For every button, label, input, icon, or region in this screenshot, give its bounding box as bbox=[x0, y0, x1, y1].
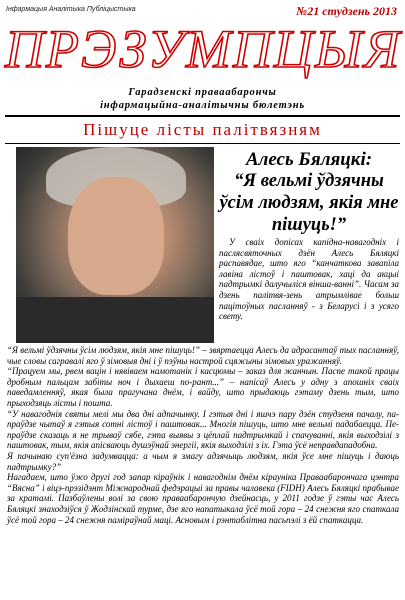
quote-author: Алесь Бяляцкі: bbox=[245, 149, 373, 170]
paragraph: Я пачынаю суп'ёзна задумвацца: а чым я змагу адзячыць людзям, якія ўсе мне пішуць і даюць падтрымку?” bbox=[7, 450, 399, 472]
pull-quote: “Я вельмі ўдзячны ўсім людзям, якія мне пішуць!” bbox=[219, 171, 399, 235]
issue-number: №21 студзень 2013 bbox=[296, 4, 397, 18]
masthead bbox=[5, 18, 402, 80]
subtitle-line-1: Гарадзенскі праваабарончы bbox=[128, 87, 277, 98]
portrait-photo bbox=[16, 147, 214, 343]
info-label: Інфармацыя Аналітыка Публіцыстыка bbox=[6, 6, 136, 13]
paragraph: “Я вельмі ўдзячны ўсім людзям, якія мне пішуць!” – звяртаецца Алесь да адрасантаў тых пасланняў, чые словы сагравалі яго ў зімовыя дні і ў пэўны настрой сцяжыны зімовых уражанняў. bbox=[7, 345, 399, 366]
subtitle bbox=[0, 86, 405, 112]
paragraph: Нагадаем, што ўжо другі год запар кіраўнік і навагоднім днём кірауніка Праваабарончага цэнтра “Вясна” і віцэ-прэзідэнт Міжнароднай федэрацыі за правы чалавека (FIDH) Алесь Бяляцкі прабывае за кратамі. Пазбаўлены волі за свою праваабарончую дзейнасць, у 2011 годзе ў гэты час Алесь Бяляцкі знаходзіўся ў Жодзінскай турме, дзе яго напатыкала ўсё той гора – 24 снежня яго спаткала ўсё той гора – 24 снежня паміраўнай маці. Асновым і рэнтаблітна пасьпэлі з ёй спаткацца. bbox=[7, 472, 399, 525]
divider-top bbox=[5, 115, 400, 117]
photo-face bbox=[68, 177, 164, 295]
masthead-top bbox=[6, 4, 399, 18]
article-headline: Пішуце лісты палітвязням bbox=[83, 120, 322, 139]
newspaper-logo: ПРЭЗУМПЦЫЯ bbox=[5, 19, 402, 79]
subtitle-line-2: інфармацыйна-аналітычны бюлетэнь bbox=[100, 100, 305, 111]
paragraph: “У навагоднія святы мелі мы два дні адпачынку. І гэтыя дні і яшчэ пару дзён студзеня пачалу, па-праўдзе чытаў я гэтыя сотні лістоў і паштовак... Многія пішуць, што мне вельмі падабаецца. Пе-праўдзе сказаць я не трываў сябе, гэта выявы з цёплай падтрымкай і спачуванні, якія выходзілі з паштовак, тым, якія апісваюць душэўнай энергіі, якія выходзілі з іх. Гэта ўсё неправдападобна. bbox=[7, 408, 399, 451]
article-body bbox=[7, 345, 399, 525]
paragraph: “Працуем мы, рвем вацін і нявіваем намотанік і касцюмы – заказ для жанчын. Паспе такой працы дробным пальцам забіты ноч і дыхаеш по-рант...” – напісаў Алесь у адну з апошніх сваіх паведамленняў, якая была прагучана днём, і вайду, што прыдаюць гэтаму дзень тым, што прыходзяць лісты і пошта. bbox=[7, 366, 399, 408]
divider-bottom bbox=[5, 143, 400, 144]
intro-text: У сваіх допісах капідна-навагодніх і паслясвяточных дзён Алесь Бяляцкі распавядае, што яго “канчаткова завапіла лавіна лістоў і паштовак, хаці да акцыі падтрымкі далучыліся вінша-ванні”. Часам за дзень палітвя-зень атрымлівае больш пацітоўных пасланняў - з Беларусі і з усяго свету. bbox=[219, 237, 399, 322]
photo-shirt bbox=[16, 297, 214, 343]
